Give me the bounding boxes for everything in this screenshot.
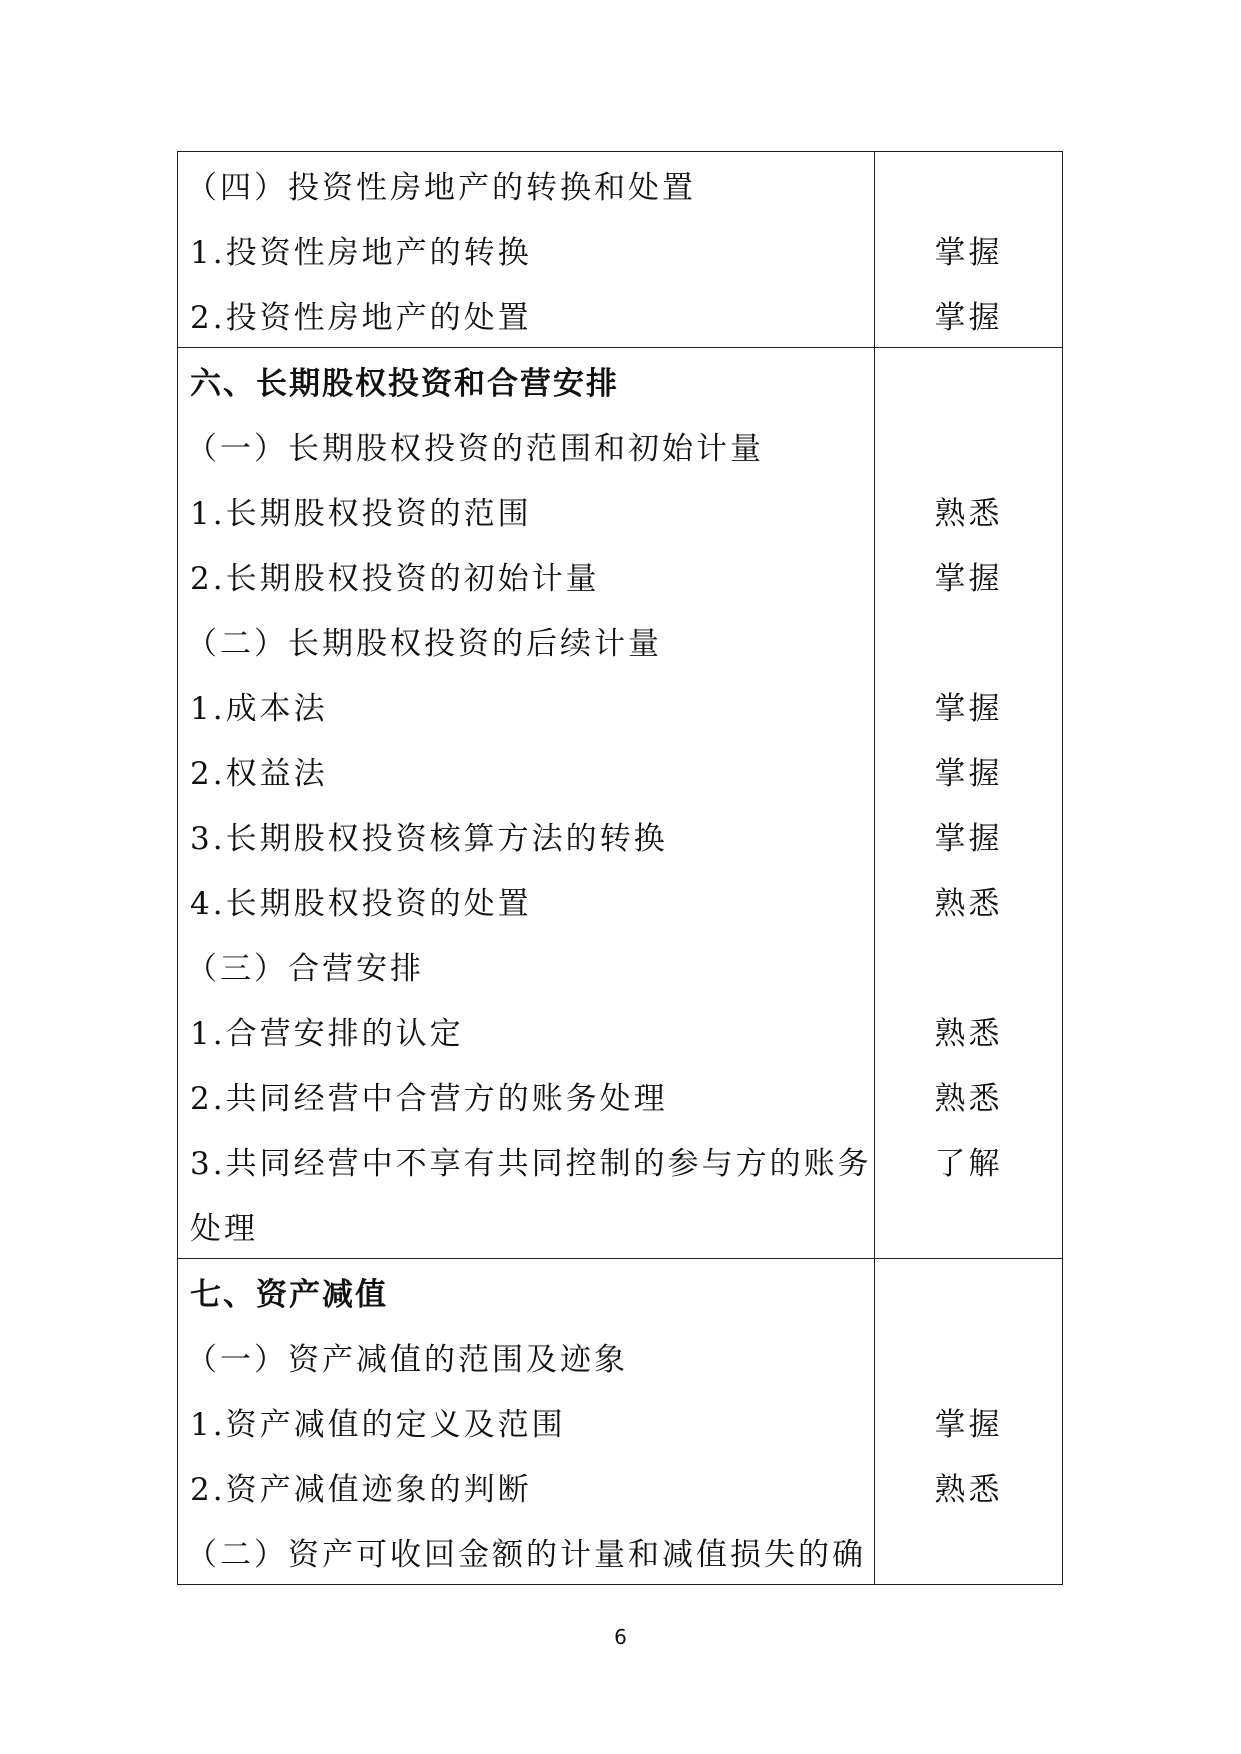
table-row: [178, 608, 874, 673]
subsection-heading: （二）资产可收回金额的计量和减值损失的确: [186, 1537, 866, 1573]
level-cell: 掌握: [934, 691, 1003, 727]
content-column: [178, 348, 875, 1258]
subsection-heading: （四）投资性房地产的转换和处置: [186, 170, 696, 206]
level-cell: [875, 1324, 1062, 1389]
level-column: [875, 1259, 1062, 1584]
item-text: 3.共同经营中不享有共同控制的参与方的账务: [190, 1146, 872, 1182]
level-cell: [875, 1519, 1062, 1584]
level-cell: 掌握: [934, 756, 1003, 792]
table-row: [178, 933, 874, 998]
level-cell: [875, 1259, 1062, 1324]
chapter-heading: 六、长期股权投资和合营安排: [190, 366, 619, 402]
level-column: [875, 152, 1062, 347]
table-row: [178, 1454, 874, 1519]
level-cell: 掌握: [934, 821, 1003, 857]
level-cell: [875, 608, 1062, 673]
table-row: [178, 543, 874, 608]
table-row: [178, 998, 874, 1063]
table-section: [178, 1258, 1062, 1584]
page-number: 6: [614, 1625, 627, 1649]
table-row: [178, 1063, 874, 1128]
table-row: [178, 868, 874, 933]
item-text: 3.长期股权投资核算方法的转换: [190, 821, 668, 857]
subsection-heading: （一）长期股权投资的范围和初始计量: [186, 431, 764, 467]
item-text: 1.成本法: [190, 691, 328, 727]
table-row: [178, 673, 874, 738]
level-cell: 掌握: [934, 235, 1003, 271]
content-column: [178, 152, 875, 347]
level-cell: 熟悉: [934, 886, 1003, 922]
table-section: [178, 152, 1062, 347]
item-text-continuation: 处理: [190, 1211, 258, 1247]
subsection-heading: （一）资产减值的范围及迹象: [186, 1342, 628, 1378]
item-text: 2.权益法: [190, 756, 328, 792]
level-cell: 掌握: [934, 1407, 1003, 1443]
level-cell: 了解: [934, 1146, 1003, 1182]
table-row: [178, 1389, 874, 1454]
table-row: [178, 803, 874, 868]
table-row: [178, 348, 874, 413]
table-row: [178, 1128, 874, 1193]
level-cell: 熟悉: [934, 496, 1003, 532]
item-text: 4.长期股权投资的处置: [190, 886, 532, 922]
level-cell: 熟悉: [934, 1472, 1003, 1508]
content-column: [178, 1259, 875, 1584]
level-cell: [875, 348, 1062, 413]
level-cell: 掌握: [934, 300, 1003, 336]
table-row: [178, 1259, 874, 1324]
item-text: 1.资产减值的定义及范围: [190, 1407, 566, 1443]
chapter-heading: 七、资产减值: [190, 1277, 388, 1313]
level-cell: [875, 152, 1062, 217]
table-row: [178, 1193, 874, 1258]
table-row: [178, 1519, 874, 1584]
item-text: 2.投资性房地产的处置: [190, 300, 532, 336]
table-row: [178, 478, 874, 543]
level-cell: [875, 413, 1062, 478]
level-cell: [875, 933, 1062, 998]
level-cell: [875, 1193, 1062, 1258]
level-column: [875, 348, 1062, 1258]
table-row: [178, 217, 874, 282]
table-section: [178, 347, 1062, 1258]
item-text: 1.合营安排的认定: [190, 1016, 464, 1052]
subsection-heading: （三）合营安排: [186, 951, 424, 987]
level-cell: 熟悉: [934, 1016, 1003, 1052]
subsection-heading: （二）长期股权投资的后续计量: [186, 626, 662, 662]
level-cell: 熟悉: [934, 1081, 1003, 1117]
level-cell: 掌握: [934, 561, 1003, 597]
item-text: 2.资产减值迹象的判断: [190, 1472, 532, 1508]
item-text: 1.长期股权投资的范围: [190, 496, 532, 532]
table-row: [178, 738, 874, 803]
syllabus-table: [177, 151, 1063, 1585]
table-row: [178, 152, 874, 217]
table-row: [178, 1324, 874, 1389]
table-row: [178, 282, 874, 347]
table-row: [178, 413, 874, 478]
item-text: 1.投资性房地产的转换: [190, 235, 532, 271]
item-text: 2.长期股权投资的初始计量: [190, 561, 600, 597]
item-text: 2.共同经营中合营方的账务处理: [190, 1081, 668, 1117]
